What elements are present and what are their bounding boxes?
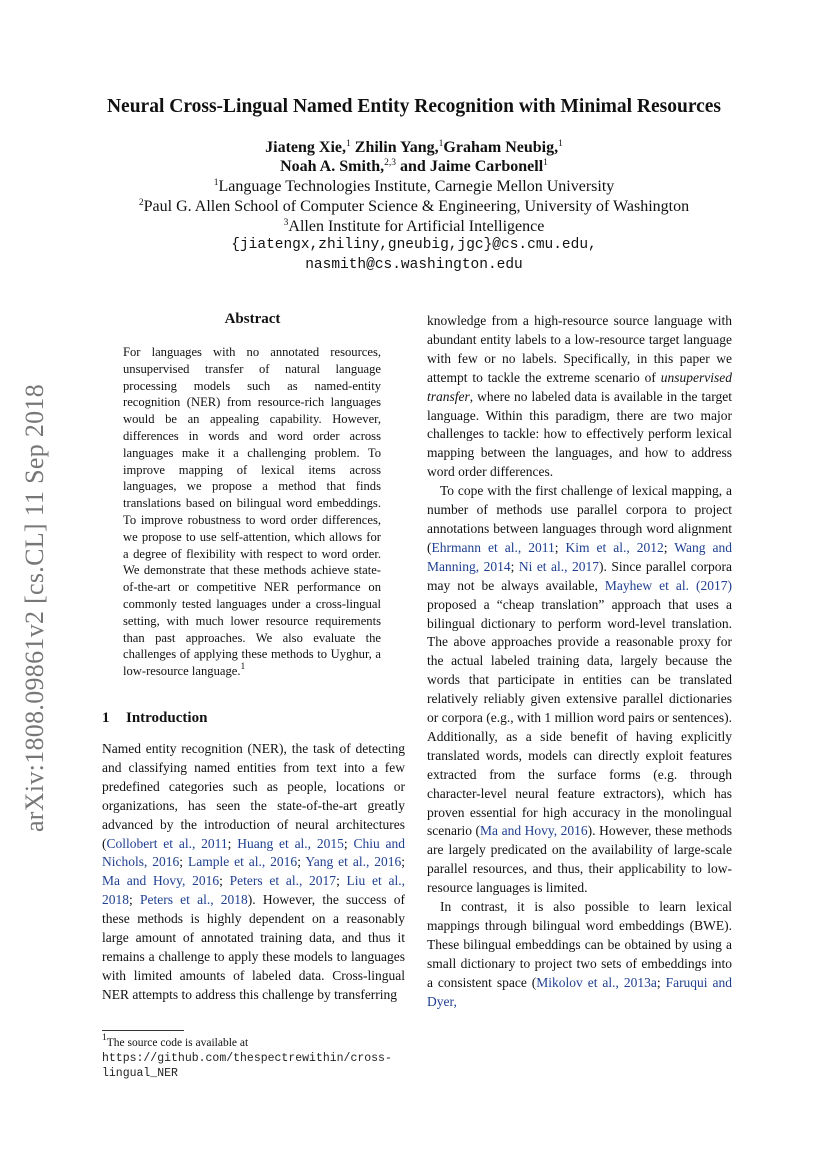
abstract-heading: Abstract xyxy=(224,311,281,327)
citation-link[interactable]: Mayhew et al. (2017) xyxy=(604,577,732,593)
paper-title: Neural Cross-Lingual Named Entity Recognition with Minimal Resources xyxy=(106,96,722,117)
citation-link[interactable]: Kim et al., 2012 xyxy=(565,539,664,555)
citation-link[interactable]: Huang et al., 2015 xyxy=(237,835,344,851)
section-heading-introduction: 1 Introduction xyxy=(102,710,208,726)
citation-link[interactable]: Peters et al., 2017 xyxy=(229,873,337,889)
intro-paragraph-left: Named entity recognition (NER), the task of detecting and classifying named entities from text into a few predefined categories such as people, locations or organizations, has seen the state-of-the-art greatly advanced by the introduction of neural architectures (Collobert et al., 2011; Huang et al., 2015; Chiu and Nichols, 2016; Lample et al., 2016; Yang et al., 2016; Ma and Hovy, 2016; Peters et al., 2017; Liu et al., 2018; Peters et al., 2018). However, the success of these methods is highly dependent on a reasonably large amount of annotated training data, and thus it remains a challenge to apply these models to languages with limited amounts of labeled data. Cross-lingual NER attempts to address this challenge by transferring xyxy=(102,741,405,1002)
citation-link[interactable]: Chiu and Nichols, 2016 xyxy=(102,835,405,870)
author-line-1: Jiateng Xie,$^1$ Zhilin Yang,$^1$Graham Neubig,$^1$ xyxy=(265,139,563,156)
paragraph: To cope with the first challenge of lexical mapping, a number of methods use parallel corpora to project annotations between languages through word alignment (Ehrmann et al., 2011; Kim et al., 2012; Wang and Manning, 2014; Ni et al., 2017). Since parallel corpora may not be always available, Mayhew et al. (2017) proposed a “cheap translation” approach that uses a bilingual dictionary to perform word-level translation. The above approaches provide a reasonable proxy for the actual labeled training data, largely because the words that participate in entities can be translated relatively reliably given extensive parallel dictionaries or corpora (e.g., with 1 million word pairs or sentences). Additionally, as a side benefit of having explicitly translated words, models can directly exploit features extracted from the surface forms (e.g. through character-level neural feature extractors), which has proven essential for high accuracy in the monolingual scenario (Ma and Hovy, 2016). However, these methods are largely predicated on the availability of large-scale parallel resources, and thus, their applicability to low-resource languages is limited. xyxy=(427,483,733,896)
footnote-marker: 1 xyxy=(240,662,246,673)
footnote-divider xyxy=(102,1030,184,1031)
author-line-2: Noah A. Smith,$^{2,3}$ and Jaime Carbonell$^1$ xyxy=(280,158,548,175)
citation-link[interactable]: Ehrmann et al., 2011 xyxy=(431,539,555,555)
citation-link[interactable]: Collobert et al., 2011 xyxy=(106,835,228,851)
affiliation-3: $^3$Allen Institute for Artificial Intelligence xyxy=(283,218,545,235)
citation-link[interactable]: Wang and Manning, 2014 xyxy=(427,539,732,574)
citation-link[interactable]: Lample et al., 2016 xyxy=(187,854,298,870)
source-code-url-link[interactable]: https://github.com/thespectrewithin/cross-lingual_NER xyxy=(102,1052,392,1080)
right-column xyxy=(427,312,732,1012)
citation-link[interactable]: Ma and Hovy, 2016 xyxy=(480,823,588,839)
citation-link[interactable]: Peters et al., 2018 xyxy=(139,892,248,908)
affiliation-2: $^2$Paul G. Allen School of Computer Science & Engineering, University of Washington xyxy=(138,198,690,215)
email-line-2: nasmith@cs.washington.edu xyxy=(305,257,523,273)
affiliation-1: $^1$Language Technologies Institute, Carnegie Mellon University xyxy=(213,178,615,195)
arxiv-identifier-stamp: arXiv:1808.09861v2 [cs.CL] 11 Sep 2018 xyxy=(20,383,49,832)
paragraph: knowledge from a high-resource source language with abundant entity labels to a low-resource target language with few or no labels. Specifically, in this paper we attempt to tackle the extreme scenario of unsupervised transfer, where no labeled data is available in the target language. Within this paradigm, there are two major challenges to tackle: how to effectively perform lexical mapping between the languages, and how to address word order differences. xyxy=(427,313,732,480)
citation-link[interactable]: Yang et al., 2016 xyxy=(305,854,402,870)
citation-link[interactable]: Ni et al., 2017 xyxy=(518,558,600,574)
paragraph: In contrast, it is also possible to learn lexical mappings through bilingual word embeddings (BWE). These bilingual embeddings can be obtained by using a small dictionary to project two sets of embeddings into a consistent space (Mikolov et al., 2013a; Faruqui and Dyer, xyxy=(427,899,732,1009)
citation-link[interactable]: Ma and Hovy, 2016 xyxy=(102,873,220,889)
citation-link[interactable]: Mikolov et al., 2013a xyxy=(536,974,657,990)
email-line-1: {jiatengx,zhiliny,gneubig,jgc}@cs.cmu.edu, xyxy=(231,237,597,253)
footnote: $^1$The source code is available at https://github.com/thespectrewithin/cross-lingual_NER xyxy=(102,1033,392,1080)
citation-link[interactable]: Liu et al., 2018 xyxy=(102,873,405,908)
abstract-text: For languages with no annotated resources, unsupervised transfer of natural language processing models such as named-entity recognition (NER) from resource-rich languages would be an appealing capability. However, differences in words and word order across languages make it a challenging problem. To improve mapping of lexical items across languages, we propose a method that finds translations based on bilingual word embeddings. To improve robustness to word order differences, we propose to use self-attention, which allows for a degree of flexibility with respect to word order. We demonstrate that these methods achieve state-of-the-art or competitive NER performance on commonly tested languages under a cross-lingual setting, with much lower resource requirements than past approaches. We also evaluate the challenges of applying these methods to Uyghur, a low-resource language.$^1$ xyxy=(123,345,381,679)
citation-link[interactable]: Faruqui and Dyer, xyxy=(427,974,732,1009)
